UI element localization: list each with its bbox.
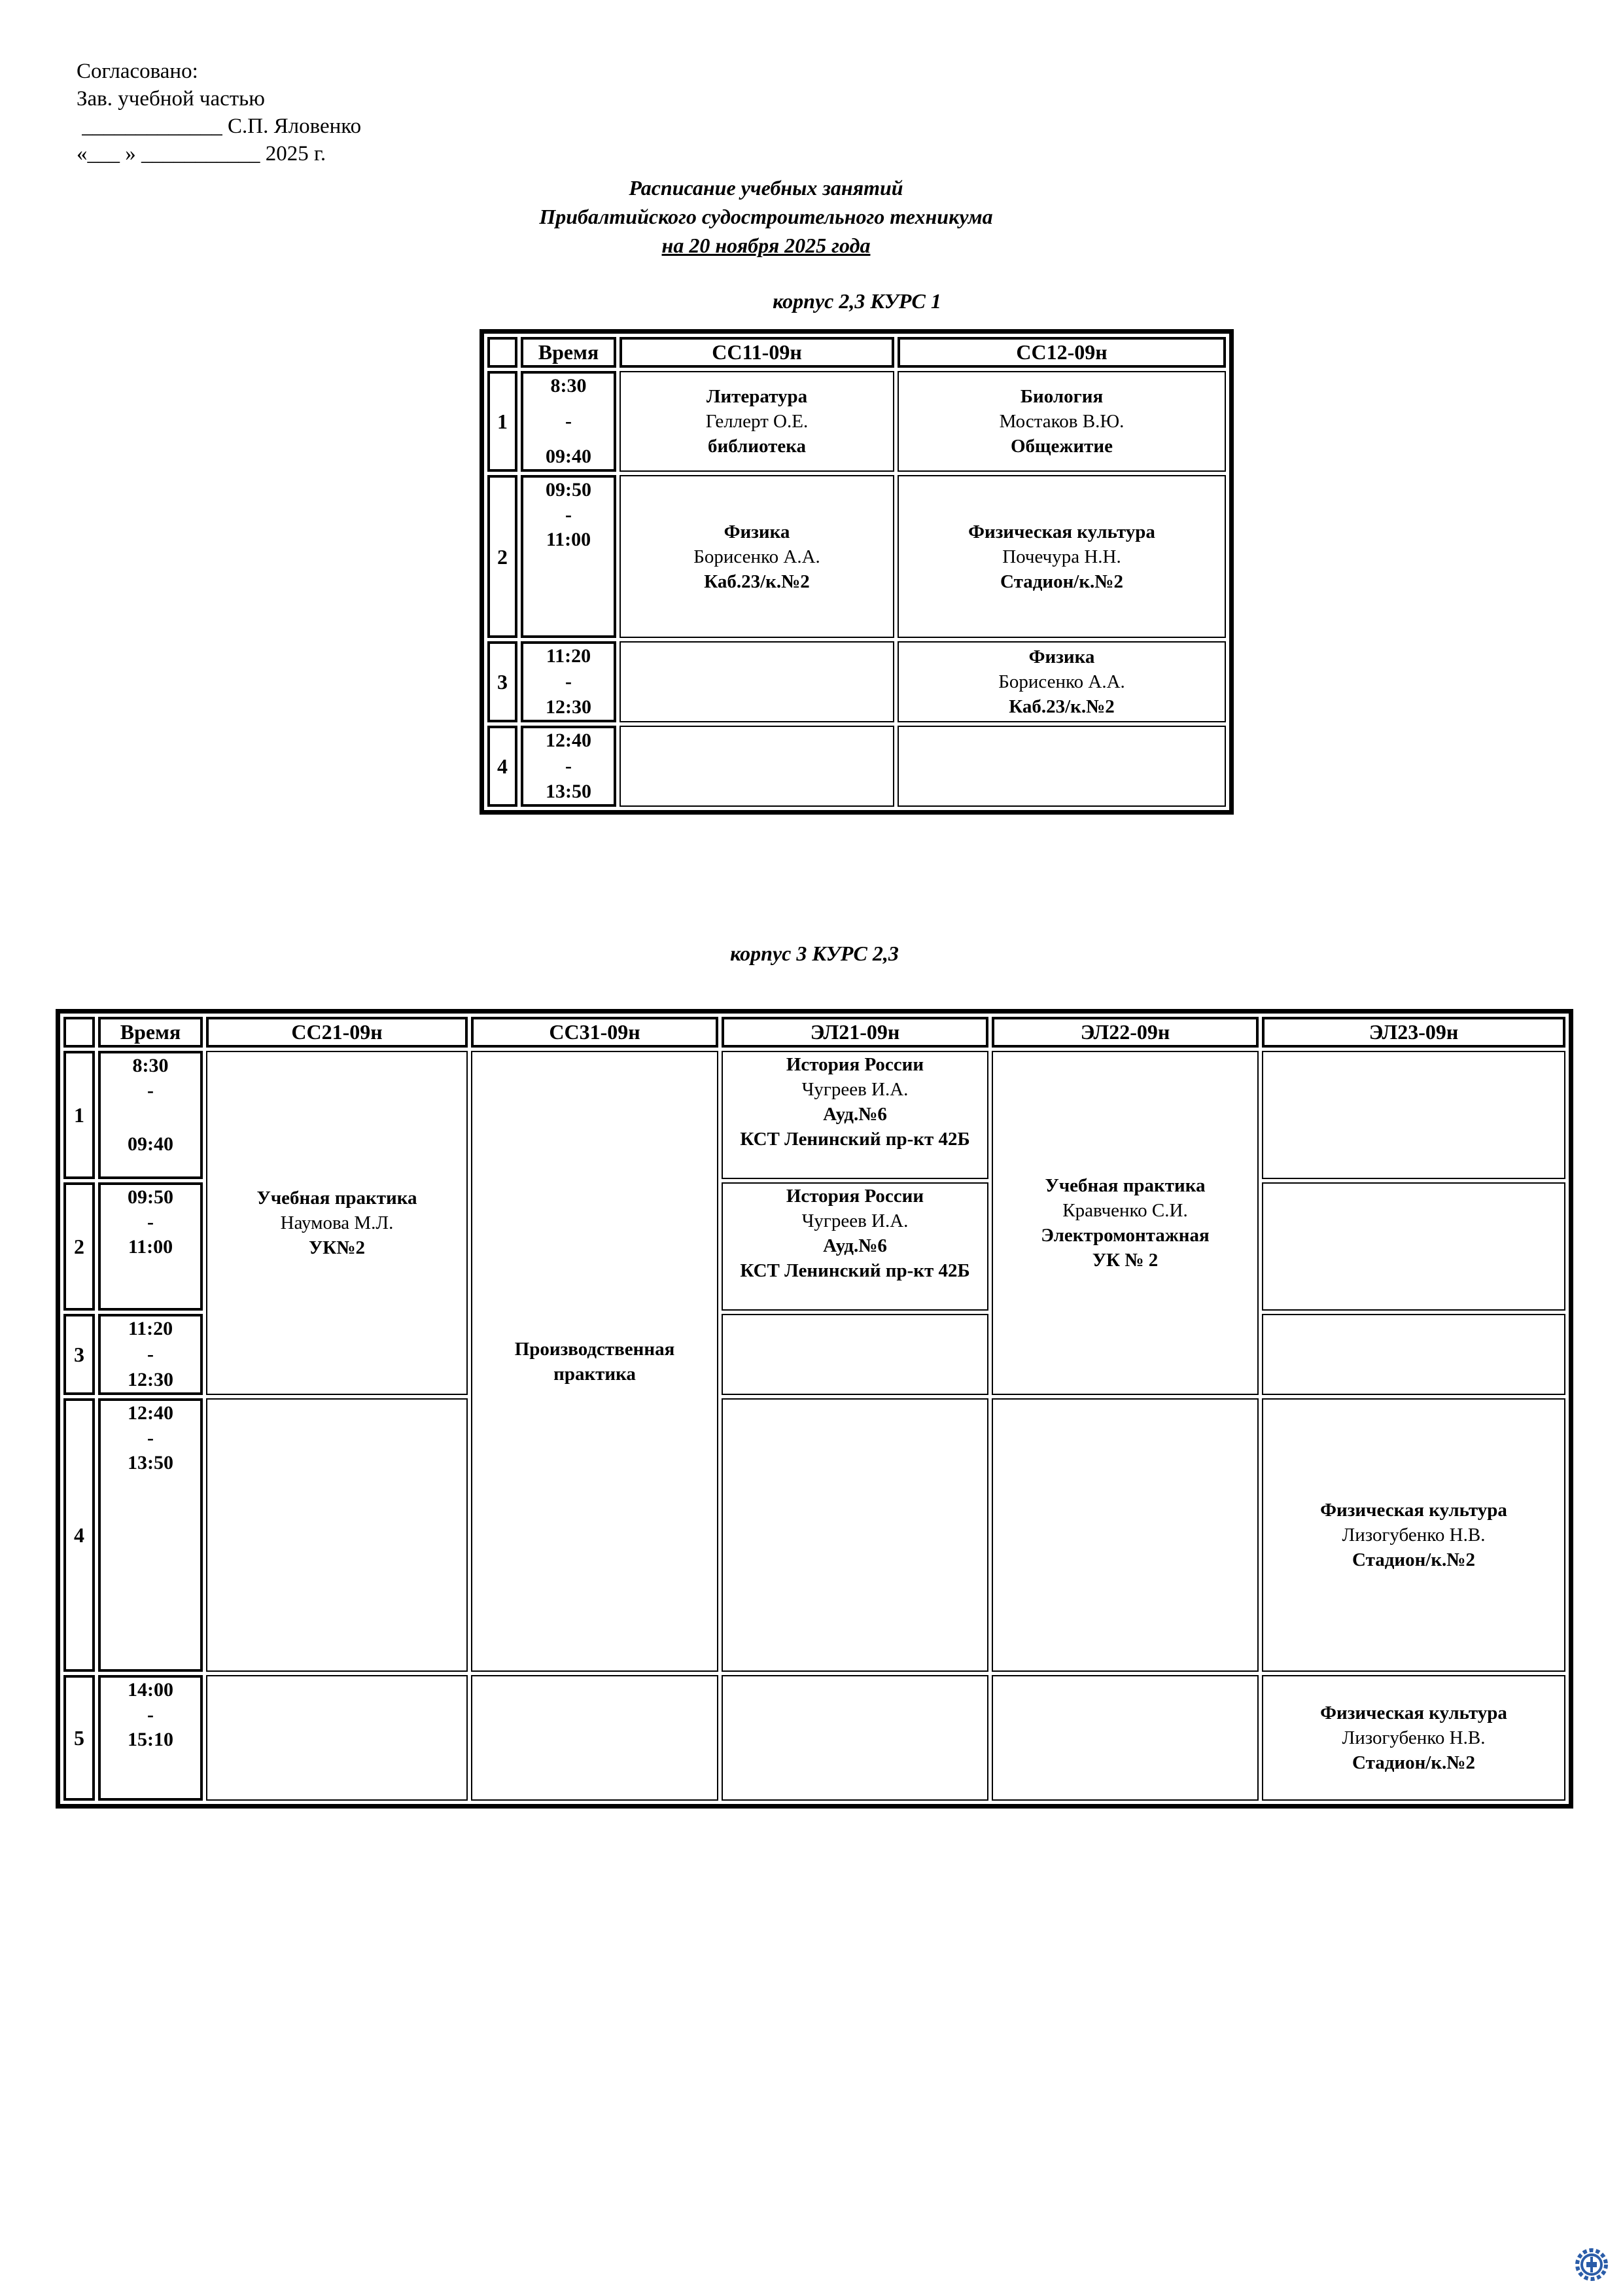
time-start: 8:30	[132, 1054, 169, 1076]
lesson-cell	[471, 1675, 718, 1801]
lesson-cell	[206, 1675, 468, 1801]
time-end: 09:40	[128, 1133, 173, 1155]
time-slot	[98, 1675, 203, 1801]
room: Ауд.№6	[823, 1103, 887, 1125]
time-header: Время	[521, 337, 616, 368]
time-slot	[521, 371, 616, 472]
time-end: 12:30	[546, 696, 591, 718]
time-slot	[521, 726, 616, 807]
teacher: Геллерт О.Е.	[705, 410, 809, 432]
table-row	[487, 371, 1226, 472]
teacher: Чугреев И.А.	[801, 1210, 909, 1231]
teacher: Наумова М.Л.	[280, 1212, 394, 1233]
time-end: 11:00	[546, 529, 591, 551]
time-dash: -	[565, 504, 572, 526]
pair-number: 5	[63, 1675, 95, 1801]
lesson-cell	[722, 1314, 988, 1395]
pair-number: 1	[487, 371, 517, 472]
time-start: 11:20	[128, 1317, 173, 1339]
room: Стадион/к.№2	[1352, 1752, 1475, 1774]
lesson-cell	[206, 1051, 468, 1395]
room: Электромонтажная	[1041, 1224, 1210, 1246]
group-header: ЭЛ22-09н	[992, 1017, 1259, 1048]
time-slot	[98, 1182, 203, 1311]
lesson-cell	[1262, 1675, 1565, 1801]
teacher: Почечура Н.Н.	[1002, 546, 1121, 567]
group-header: СС11-09н	[620, 337, 894, 368]
approval-line: «___ » ___________ 2025 г.	[77, 142, 326, 166]
lesson-cell	[898, 475, 1226, 638]
time-start: 12:40	[546, 730, 591, 752]
lesson-cell	[898, 641, 1226, 722]
table-row	[63, 1398, 1565, 1672]
subject: История России	[786, 1185, 924, 1207]
subject: Физика	[1028, 646, 1095, 668]
lesson-cell	[722, 1051, 988, 1179]
pair-number: 4	[487, 726, 517, 807]
room: Каб.23/к.№2	[1009, 696, 1115, 718]
group-header: СС31-09н	[471, 1017, 718, 1048]
subject: Физика	[724, 521, 790, 542]
time-slot	[98, 1398, 203, 1672]
time-end: 09:40	[546, 446, 591, 468]
corner-cell	[63, 1017, 95, 1048]
lesson-cell	[898, 371, 1226, 472]
pair-number: 3	[487, 641, 517, 722]
pair-number: 4	[63, 1398, 95, 1672]
pair-number: 1	[63, 1051, 95, 1179]
lesson-cell	[1262, 1314, 1565, 1395]
subject: Литература	[706, 385, 808, 407]
time-dash: -	[147, 1210, 154, 1233]
subject: История России	[786, 1053, 924, 1075]
room: Общежитие	[1011, 435, 1113, 457]
corner-cell	[487, 337, 517, 368]
lesson-cell	[1262, 1051, 1565, 1179]
group-header: СС12-09н	[898, 337, 1226, 368]
place: КСТ Ленинский пр-кт 42Б	[740, 1260, 970, 1281]
lesson-cell	[992, 1051, 1259, 1395]
table-row	[63, 1051, 1565, 1179]
time-end: 12:30	[128, 1369, 173, 1390]
time-dash: -	[565, 671, 572, 693]
time-dash: -	[147, 1704, 154, 1726]
lesson-cell	[620, 475, 894, 638]
teacher: Лизогубенко Н.В.	[1342, 1525, 1486, 1546]
place: КСТ Ленинский пр-кт 42Б	[740, 1128, 970, 1150]
time-slot	[98, 1314, 203, 1395]
lesson-cell	[992, 1398, 1259, 1672]
time-dash: -	[147, 1079, 154, 1101]
time-start: 11:20	[546, 645, 591, 667]
lesson-cell	[620, 371, 894, 472]
teacher: Борисенко А.А.	[693, 546, 820, 567]
time-start: 14:00	[128, 1679, 173, 1701]
schedule-table-2	[56, 1009, 1573, 1809]
subject: Физическая культура	[1320, 1500, 1507, 1521]
time-start: 09:50	[546, 479, 591, 501]
table2-caption: корпус 3 КУРС 2,3	[730, 942, 899, 965]
subject: Физическая культура	[968, 521, 1155, 542]
lesson-cell	[1262, 1182, 1565, 1311]
group-header: СС21-09н	[206, 1017, 468, 1048]
title-date: на 20 ноября 2025 года	[661, 234, 871, 257]
approval-line: Зав. учебной частью	[77, 87, 265, 111]
subject: Физическая культура	[1320, 1703, 1507, 1724]
approval-line: Согласовано:	[77, 60, 198, 83]
room: УК№2	[309, 1237, 365, 1258]
room: библиотека	[708, 435, 806, 457]
lesson-cell	[992, 1675, 1259, 1801]
time-end: 13:50	[128, 1452, 173, 1474]
room: Стадион/к.№2	[1000, 571, 1123, 592]
lesson-cell	[722, 1675, 988, 1801]
time-start: 12:40	[128, 1402, 173, 1424]
subject: Производственная практика	[514, 1338, 675, 1385]
teacher: Чугреев И.А.	[801, 1078, 909, 1100]
time-end: 15:10	[128, 1729, 173, 1751]
lesson-cell	[471, 1051, 718, 1672]
subject: Биология	[1020, 385, 1104, 407]
subject: Учебная практика	[1045, 1174, 1206, 1196]
schedule-table-1	[480, 329, 1234, 815]
time-end: 11:00	[128, 1235, 173, 1258]
lesson-cell	[620, 726, 894, 807]
teacher: Лизогубенко Н.В.	[1342, 1727, 1486, 1749]
lesson-cell	[722, 1398, 988, 1672]
time-dash: -	[147, 1343, 154, 1365]
time-dash: -	[565, 755, 572, 777]
lesson-cell	[1262, 1398, 1565, 1672]
gear-logo-icon	[1573, 2246, 1610, 2283]
time-dash: -	[147, 1427, 154, 1449]
room: Стадион/к.№2	[1352, 1549, 1475, 1571]
time-end: 13:50	[546, 781, 591, 802]
subject: Учебная практика	[256, 1187, 417, 1209]
teacher: Мостаков В.Ю.	[999, 410, 1125, 432]
teacher: Кравченко С.И.	[1062, 1199, 1188, 1221]
room: Каб.23/к.№2	[704, 571, 810, 592]
time-slot	[521, 475, 616, 638]
time-slot	[521, 641, 616, 722]
room: Ауд.№6	[823, 1235, 887, 1256]
lesson-cell	[898, 726, 1226, 807]
group-header: ЭЛ23-09н	[1262, 1017, 1565, 1048]
pair-number: 2	[63, 1182, 95, 1311]
table1-caption: корпус 2,3 КУРС 1	[773, 289, 941, 313]
time-start: 09:50	[128, 1186, 173, 1208]
pair-number: 2	[487, 475, 517, 638]
document-title	[0, 173, 1532, 260]
title-line: Расписание учебных занятий	[629, 176, 903, 200]
pair-number: 3	[63, 1314, 95, 1395]
title-line: Прибалтийского судостроительного техникума	[539, 205, 993, 228]
lesson-cell	[206, 1398, 468, 1672]
group-header: ЭЛ21-09н	[722, 1017, 988, 1048]
time-start: 8:30	[550, 374, 587, 397]
table-row	[487, 641, 1226, 722]
time-slot	[98, 1051, 203, 1179]
lesson-cell	[722, 1182, 988, 1311]
teacher: Борисенко А.А.	[998, 671, 1125, 693]
place: УК № 2	[1092, 1249, 1159, 1271]
table-row	[63, 1675, 1565, 1801]
approval-line: _____________ С.П. Яловенко	[77, 115, 362, 138]
table-row	[487, 475, 1226, 638]
time-dash: -	[565, 410, 572, 432]
time-header: Время	[98, 1017, 203, 1048]
lesson-cell	[620, 641, 894, 722]
table-row	[487, 726, 1226, 807]
approval-block	[77, 58, 361, 168]
